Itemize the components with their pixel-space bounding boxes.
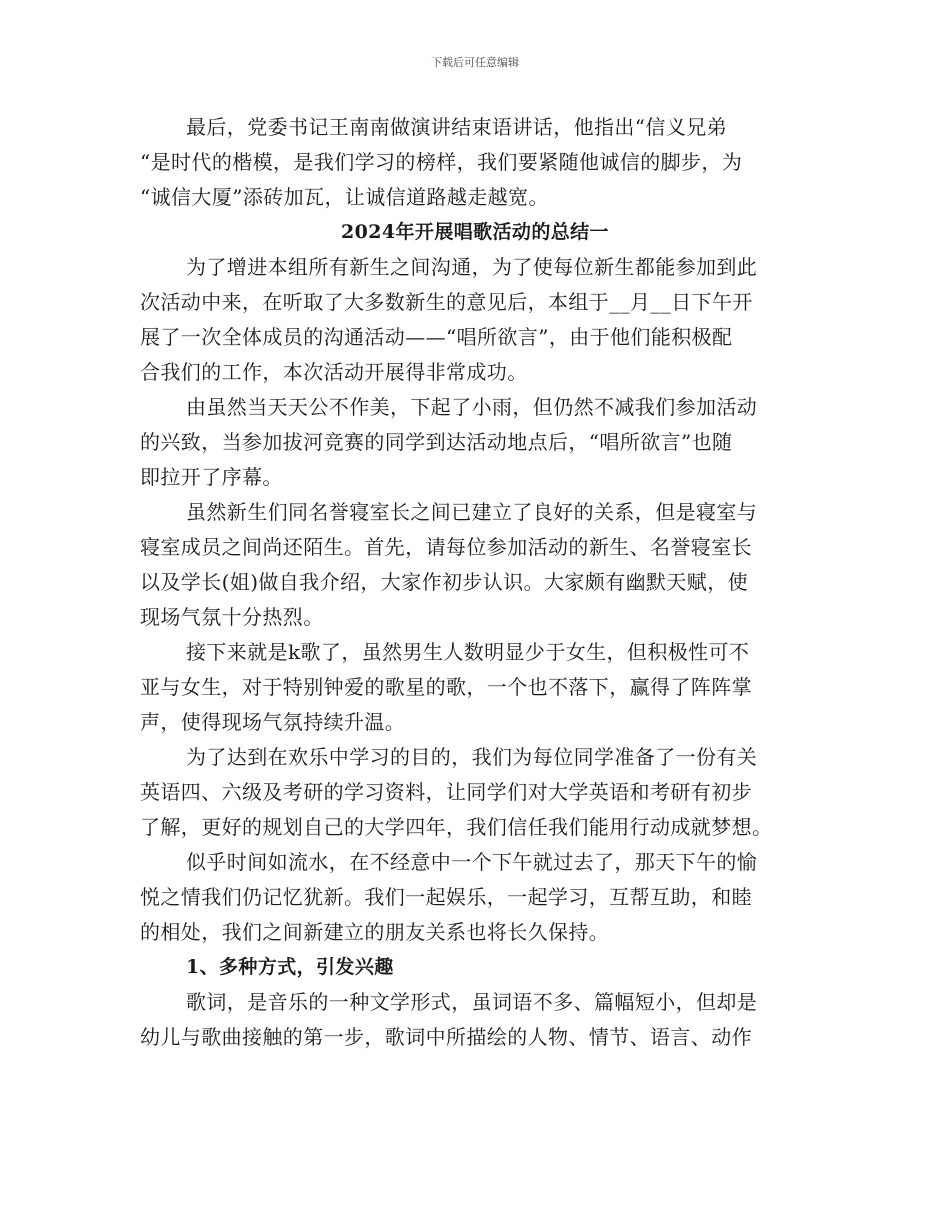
- text-line: 次活动中来，在听取了大多数新生的意见后，本组于__月__日下午开: [140, 290, 753, 314]
- text-line: 亚与女生，对于特别钟爱的歌星的歌，一个也不落下，赢得了阵阵掌: [140, 675, 752, 699]
- text-line: “是时代的楷模，是我们学习的榜样，我们要紧随他诚信的脚步，为: [140, 150, 743, 174]
- text-line: 了解，更好的规划自己的大学四年，我们信任我们能用行动成就梦想。: [140, 815, 773, 839]
- text-line: “诚信大厦”添砖加瓦，让诚信道路越走越宽。: [140, 185, 549, 209]
- page-header-watermark: 下载后可任意编辑: [431, 56, 519, 69]
- text-line: 为了达到在欢乐中学习的目的，我们为每位同学准备了一份有关: [186, 745, 758, 769]
- text-line: 幼儿与歌曲接触的第一步，歌词中所描绘的人物、情节、语言、动作: [140, 1025, 752, 1049]
- text-line: 似乎时间如流水，在不经意中一个下午就过去了，那天下午的愉: [186, 850, 758, 874]
- text-line: 的兴致，当参加拔河竞赛的同学到达活动地点后，“唱所欲言”也随: [140, 430, 733, 454]
- text-line: 的相处，我们之间新建立的朋友关系也将长久保持。: [140, 920, 610, 944]
- text-line: 英语四、六级及考研的学习资料，让同学们对大学英语和考研有初步: [140, 780, 752, 804]
- text-line: 虽然新生们同名誉寝室长之间已建立了良好的关系，但是寝室与: [186, 500, 758, 524]
- text-line: 以及学长(姐)做自我介绍，大家作初步认识。大家颇有幽默天赋，使: [140, 570, 749, 594]
- text-line: 最后，党委书记王南南做演讲结束语讲话，他指出“信义兄弟: [186, 115, 728, 139]
- document-title: 2024年开展唱歌活动的总结一: [341, 221, 609, 243]
- section-heading: 1、多种方式，引发兴趣: [186, 956, 394, 978]
- text-line: 即拉开了序幕。: [140, 465, 283, 489]
- text-line: 现场气氛十分热烈。: [140, 605, 324, 629]
- text-line: 悦之情我们仍记忆犹新。我们一起娱乐，一起学习，互帮互助，和睦: [140, 885, 752, 909]
- text-line: 接下来就是k歌了，虽然男生人数明显少于女生，但积极性可不: [186, 640, 750, 664]
- text-line: 合我们的工作，本次活动开展得非常成功。: [140, 360, 528, 384]
- document-body: [140, 110, 810, 1055]
- text-line: 由虽然当天天公不作美，下起了小雨，但仍然不减我们参加活动: [186, 395, 758, 419]
- text-line: 为了增进本组所有新生之间沟通，为了使每位新生都能参加到此: [186, 255, 758, 279]
- text-line: 歌词，是音乐的一种文学形式，虽词语不多、篇幅短小，但却是: [186, 990, 758, 1014]
- text-line: 声，使得现场气氛持续升温。: [140, 710, 406, 734]
- text-line: 寝室成员之间尚还陌生。首先，请每位参加活动的新生、名誉寝室长: [140, 535, 752, 559]
- text-line: 展了一次全体成员的沟通活动——“唱所欲言”，由于他们能积极配: [140, 325, 733, 349]
